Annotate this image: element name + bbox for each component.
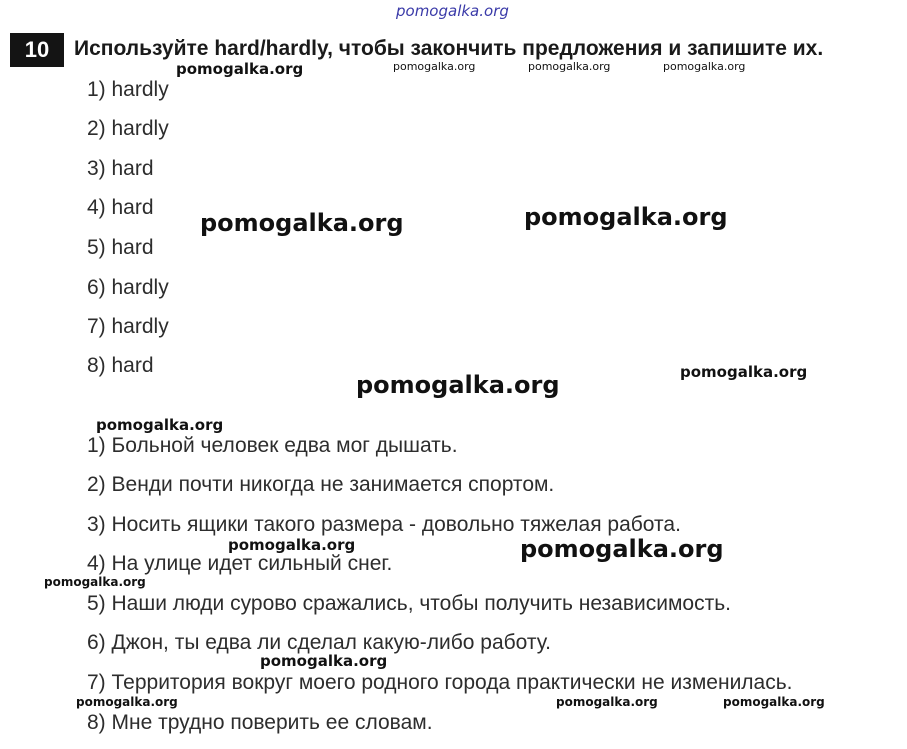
watermark: pomogalka.org [556, 695, 658, 709]
translation-item-5: 5) Наши люди сурово сражались, чтобы получить независимость. [87, 592, 731, 615]
translation-item-2: 2) Венди почти никогда не занимается спортом. [87, 473, 555, 496]
answer-item-7: 7) hardly [87, 315, 169, 338]
watermark: pomogalka.org [176, 60, 304, 78]
translation-item-1: 1) Больной человек едва мог дышать. [87, 434, 458, 457]
watermark: pomogalka.org [680, 363, 808, 381]
translation-item-8: 8) Мне трудно поверить ее словам. [87, 711, 433, 734]
answer-item-1: 1) hardly [87, 78, 169, 101]
watermark-top: pomogalka.org [396, 2, 509, 20]
watermark: pomogalka.org [76, 695, 178, 709]
watermark: pomogalka.org [520, 535, 724, 563]
answer-item-5: 5) hard [87, 236, 154, 259]
watermark: pomogalka.org [663, 60, 746, 73]
watermark: pomogalka.org [393, 60, 476, 73]
translation-item-7: 7) Территория вокруг моего родного города практически не изменилась. [87, 671, 793, 694]
watermark: pomogalka.org [524, 203, 728, 231]
task-number-badge: 10 [10, 33, 64, 67]
answer-item-3: 3) hard [87, 157, 154, 180]
answer-item-8: 8) hard [87, 354, 154, 377]
watermark: pomogalka.org [356, 371, 560, 399]
watermark: pomogalka.org [96, 416, 224, 434]
answer-item-6: 6) hardly [87, 276, 169, 299]
watermark: pomogalka.org [260, 652, 388, 670]
translation-item-4: 4) На улице идет сильный снег. [87, 552, 393, 575]
task-title: Используйте hard/hardly, чтобы закончить предложения и запишите их. [74, 37, 824, 60]
translation-item-3: 3) Носить ящики такого размера - довольно тяжелая работа. [87, 513, 681, 536]
answer-item-2: 2) hardly [87, 117, 169, 140]
answer-item-4: 4) hard [87, 196, 154, 219]
watermark: pomogalka.org [528, 60, 611, 73]
translation-item-6: 6) Джон, ты едва ли сделал какую-либо работу. [87, 631, 551, 654]
watermark: pomogalka.org [723, 695, 825, 709]
watermark: pomogalka.org [44, 575, 146, 589]
watermark: pomogalka.org [228, 536, 356, 554]
watermark: pomogalka.org [200, 209, 404, 237]
